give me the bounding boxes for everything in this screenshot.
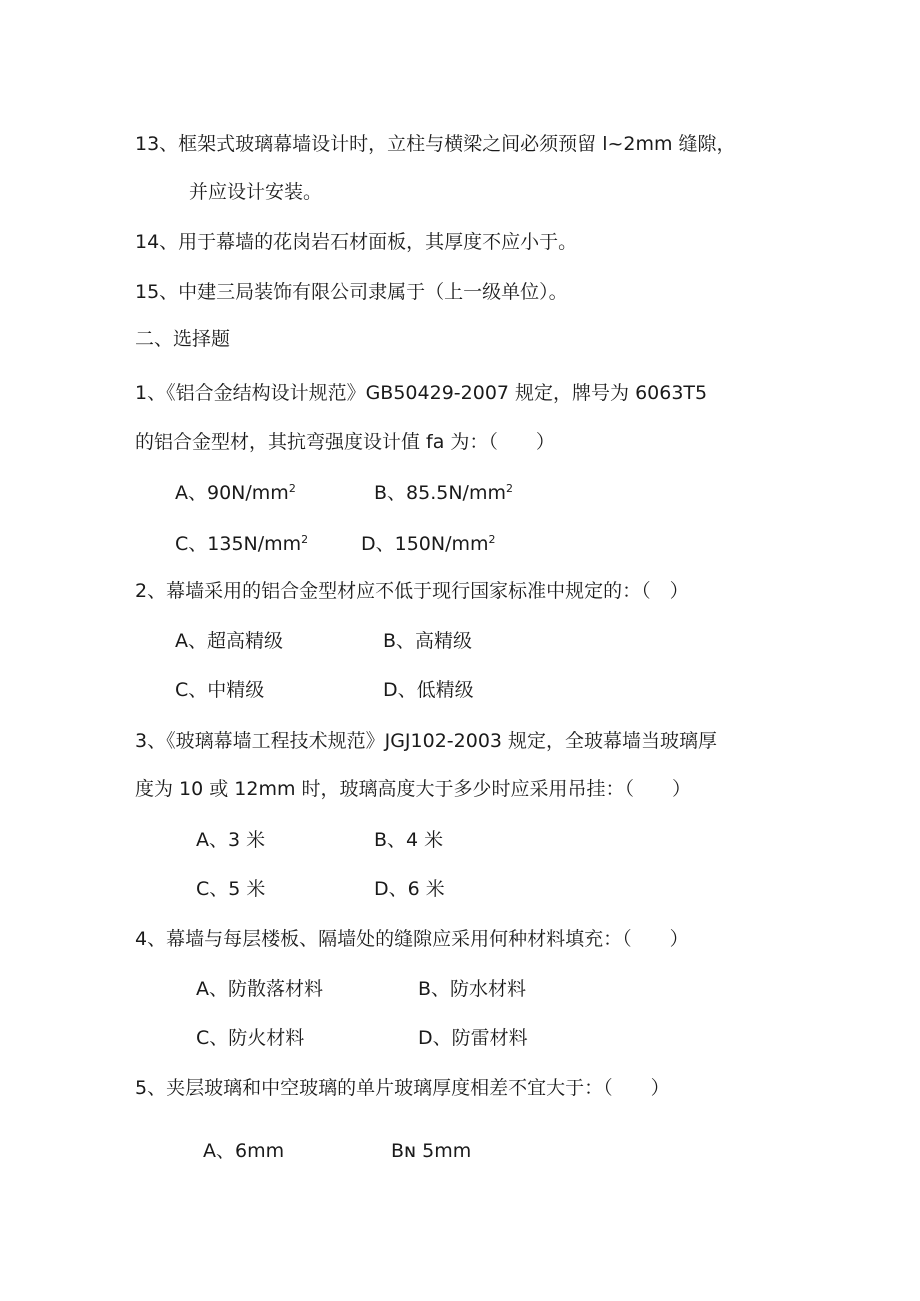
question-13-line-2: 并应设计安装。 — [189, 181, 323, 203]
question-4-option-b: B、防水材料 — [418, 978, 527, 1000]
question-2-option-b: B、高精级 — [383, 630, 473, 652]
question-2-option-d: D、低精级 — [383, 679, 474, 701]
question-13-line-1: 13、框架式玻璃幕墙设计时，立柱与横梁之间必须预留 l~2mm 缝隙， — [135, 133, 736, 155]
question-3-option-b: B、4 米 — [374, 829, 444, 851]
section-title: 二、选择题 — [135, 328, 231, 350]
question-1-line-2: 的铝合金型材，其抗弯强度设计值 fa 为：（ ） — [135, 431, 555, 453]
question-4-line-1: 4、幕墙与每层楼板、隔墙处的缝隙应采用何种材料填充：（ ） — [135, 928, 689, 950]
question-3-option-c: C、5 米 — [196, 878, 266, 900]
option-text: A、90N∕mm — [175, 482, 289, 504]
question-14: 14、用于幕墙的花岗岩石材面板，其厚度不应小于。 — [135, 231, 578, 253]
question-2-line-1: 2、幕墙采用的铝合金型材应不低于现行国家标准中规定的：（ ） — [135, 580, 689, 602]
question-1-line-1: 1、《铝合金结构设计规范》GB50429-2007 规定，牌号为 6063T5 — [135, 382, 708, 404]
question-3-line-1: 3、《玻璃幕墙工程技术规范》JGJ102-2003 规定，全玻幕墙当玻璃厚 — [135, 730, 718, 752]
superscript: 2 — [301, 533, 309, 546]
question-1-option-b — [374, 480, 513, 506]
question-5-option-a: A、6mm — [203, 1140, 285, 1162]
question-4-option-a: A、防散落材料 — [196, 978, 323, 1000]
question-1-option-d — [361, 531, 496, 557]
question-3-line-2: 度为 10 或 12mm 时，玻璃高度大于多少时应采用吊挂：（ ） — [135, 778, 692, 800]
option-text: D、150N∕mm — [361, 533, 489, 555]
question-2-option-a: A、超高精级 — [175, 630, 283, 652]
option-text: B、85.5N∕mm — [374, 482, 506, 504]
question-3-option-d: D、6 米 — [374, 878, 445, 900]
superscript: 2 — [505, 482, 513, 495]
superscript: 2 — [288, 482, 296, 495]
question-1-option-c — [175, 531, 308, 557]
superscript: 2 — [488, 533, 496, 546]
question-1-option-a — [175, 480, 296, 506]
question-5-option-b: Bɴ 5mm — [391, 1140, 472, 1162]
question-4-option-c: C、防火材料 — [196, 1027, 305, 1049]
question-5-line-1: 5、夹层玻璃和中空玻璃的单片玻璃厚度相差不宜大于：（ ） — [135, 1077, 670, 1099]
question-2-option-c: C、中精级 — [175, 679, 265, 701]
question-4-option-d: D、防雷材料 — [418, 1027, 528, 1049]
question-3-option-a: A、3 米 — [196, 829, 266, 851]
option-text: C、135N∕mm — [175, 533, 302, 555]
question-15: 15、中建三局装饰有限公司隶属于（上一级单位）。 — [135, 281, 568, 303]
